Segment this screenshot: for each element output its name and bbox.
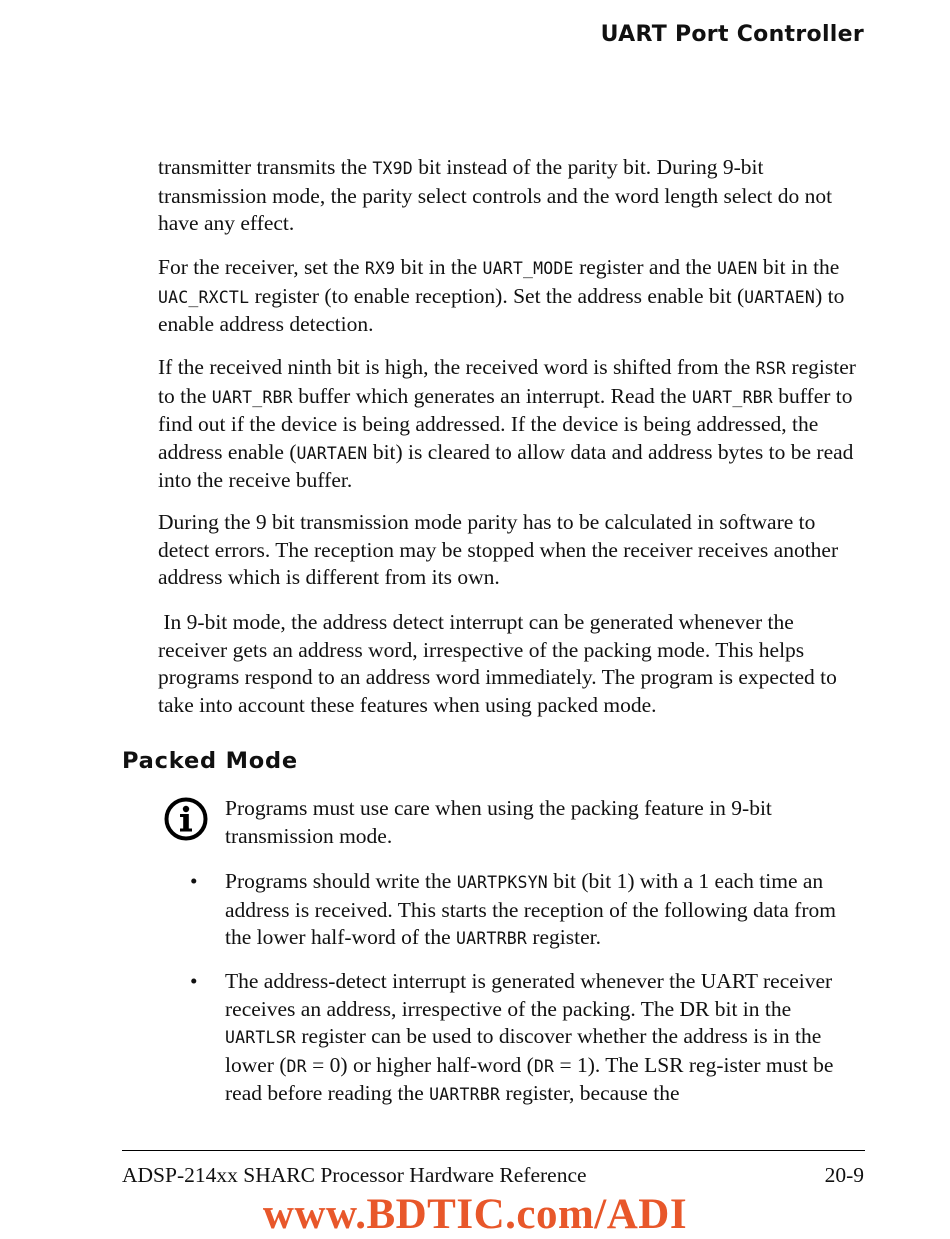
footer-divider [122,1150,865,1151]
running-header: UART Port Controller [600,22,864,47]
paragraph-address-detect: In 9-bit mode, the address detect interrupt can be generated whenever the receiver gets an address word, irrespective of the packing mode. This helps programs respond to an address word immediately. The program is expected to take into account these features when using packed mode. [158,610,843,717]
register-name: UARTRBR [456,929,527,948]
register-name: DR [286,1056,307,1076]
text-run: register, because the [500,1081,680,1105]
bullet-text [225,968,865,1109]
bullet-icon: • [190,869,198,893]
register-name: RSR [755,359,787,378]
watermark: www.BDTIC.com/ADI [262,1191,688,1238]
text-run: bit instead of the parity bit. During 9-bit transmission mode, the parity select controls and the word length select do not have any effect. [158,155,833,235]
register-name: UAC_RXCTL [158,287,250,307]
bullet-icon: • [190,969,198,993]
register-name: UARTRBR [429,1085,501,1104]
text-run: bit (bit 1) with a 1 each time an address is received. This starts the reception of the following data from the lower half-word of the [225,869,836,949]
text-run: The address-detect interrupt is generated whenever the UART receiver receives an address, irrespective of the packing. The DR bit in the [225,969,833,1021]
text-run: bit in the [395,255,483,279]
register-name: UART_RBR [211,387,293,407]
register-name: UARTAEN [744,287,816,307]
register-name: UART_RBR [691,387,773,407]
text-run: register can be used to discover whether the address is in the lower ( [225,1024,822,1077]
info-icon [164,797,208,841]
text-run: register to the [158,355,856,408]
text-run: transmitter transmits the [158,155,373,179]
note-text: Programs must use care when using the packing feature in 9-bit transmission mode. [225,796,772,848]
register-name: TX9D [372,159,413,178]
register-name: UART_MODE [482,259,574,278]
text-run: For the receiver, set the [158,255,365,279]
register-name: UARTAEN [296,443,368,463]
page-number: 20-9 [824,1163,864,1187]
register-name: UARTLSR [225,1028,296,1047]
text-run: bit) is cleared to allow data and address bytes to be read into the receive buffer. [158,439,854,492]
text-run: ) to enable address detection. [158,283,845,336]
paragraph-9bit-transmit [158,154,864,238]
paragraph-receiver-setup [158,254,864,339]
paragraph-ninth-bit [158,354,864,495]
text-run: = 1). The LSR reg-ister must be read before reading the [225,1052,834,1105]
text-run: Programs should write the [225,869,457,893]
section-heading: Packed Mode [122,748,298,774]
text-run: bit in the [757,255,840,279]
text-run: register (to enable reception). Set the address enable bit ( [249,283,745,308]
register-name: UAEN [716,259,758,278]
register-name: RX9 [364,259,396,278]
register-name: UARTPKSYN [456,873,548,892]
text-run: register. [526,925,602,949]
footer-title: ADSP-214xx SHARC Processor Hardware Reference [122,1163,587,1187]
text-run: = 0) or higher half-word ( [306,1052,534,1077]
bullet-text [225,868,865,953]
text-run: buffer which generates an interrupt. Read the [292,383,692,408]
text-run: If the received ninth bit is high, the received word is shifted from the [158,355,756,379]
text-run: register and the [573,255,717,279]
register-name: DR [533,1056,555,1076]
paragraph-parity-software: During the 9 bit transmission mode parity has to be calculated in software to detect errors. The reception may be stopped when the receiver receives another address which is different from its own. [158,510,839,589]
text-run: buffer to find out if the device is being addressed. If the device is being addressed, the address enable ( [158,383,853,464]
